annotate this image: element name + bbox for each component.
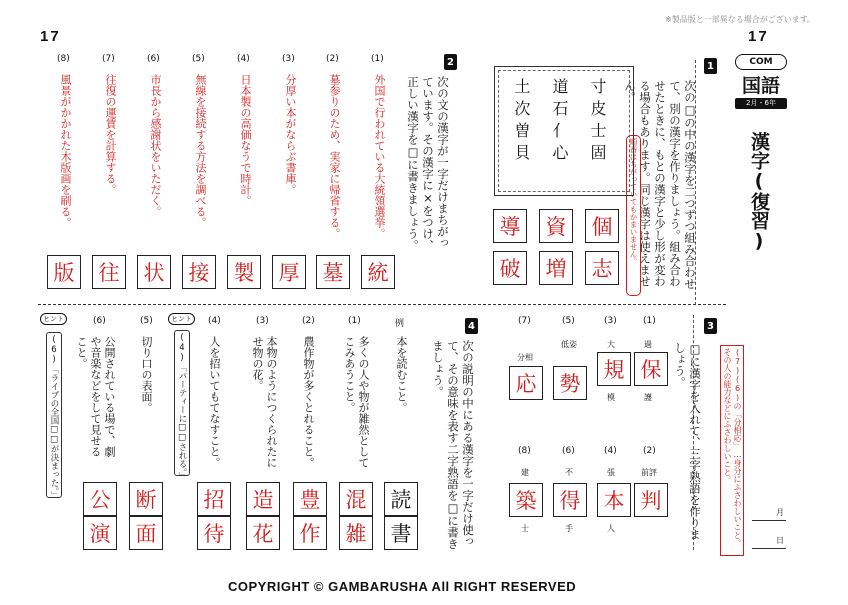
q4-answer-box[interactable]: 断 bbox=[129, 482, 163, 516]
q2-answer-box[interactable]: 版 bbox=[47, 255, 81, 289]
q1-number: 1 bbox=[704, 58, 717, 74]
date-month-line[interactable] bbox=[752, 520, 786, 521]
q2-item-number: (7) bbox=[102, 54, 115, 64]
q4-answer-box[interactable]: 造 bbox=[246, 482, 280, 516]
q3-answer-box[interactable]: 築 bbox=[509, 483, 543, 517]
q4-item-number: (6) bbox=[93, 316, 106, 326]
q2-sentence: 外国で行われている大統領選挙。 bbox=[373, 74, 386, 239]
q4-number: 4 bbox=[465, 318, 478, 334]
q3-prefix: 建 bbox=[521, 468, 529, 477]
q4-answer-box[interactable]: 混 bbox=[339, 482, 373, 516]
q3-suffix: 護 bbox=[644, 393, 652, 402]
q1-kanji-col-3: 土次曽貝 bbox=[512, 78, 531, 166]
worksheet-title: 漢字(復習) bbox=[748, 132, 770, 252]
q4-answer-box[interactable]: 花 bbox=[246, 516, 280, 550]
q2-answer-box[interactable]: 接 bbox=[182, 255, 216, 289]
q3-item-number: (4) bbox=[604, 446, 617, 456]
date-day-line[interactable] bbox=[752, 548, 786, 549]
q2-sentence: 日本製の高価なうで時計。 bbox=[239, 74, 252, 206]
subject-badge bbox=[735, 54, 787, 109]
q3-suffix: 人 bbox=[607, 524, 615, 533]
q4-example-text: 本を読むこと。 bbox=[395, 336, 408, 413]
grade-label: 2月・6年 bbox=[735, 98, 787, 109]
q4-answer-box[interactable]: 雑 bbox=[339, 516, 373, 550]
q3-answer-box[interactable]: 得 bbox=[553, 483, 587, 517]
q3-answer-box[interactable]: 規 bbox=[597, 352, 631, 386]
q3-item-number: (5) bbox=[562, 316, 575, 326]
q3-item-number: (6) bbox=[562, 446, 575, 456]
q4-sentence: 農作物が多くとれること。 bbox=[302, 336, 315, 468]
q4-sentence: 公開されている場で、劇や音楽などをして見せること。 bbox=[75, 336, 116, 457]
q4-example-label: 例 bbox=[395, 319, 405, 329]
q1-answer-box[interactable]: 資 bbox=[539, 209, 573, 243]
q1-answer-box[interactable]: 増 bbox=[539, 251, 573, 285]
q1-note: 順番はちがっていてもかまいません。 bbox=[626, 135, 641, 296]
q4-hint-badge: ヒント bbox=[168, 313, 195, 325]
q4-answer-box[interactable]: 面 bbox=[129, 516, 163, 550]
q1-instructions: 次の□の中の漢字を二つずつ組み合わせて、別の漢字を作りましょう。組み合わせたときに、もとの漢字と少し形が変わる場合もあります。同じ漢字は使えません。 bbox=[623, 80, 697, 290]
q3-answer-box[interactable]: 判 bbox=[634, 483, 668, 517]
sample-notice: ※製品版と一部異なる場合がございます。 bbox=[665, 15, 816, 24]
q3-suffix: 模 bbox=[607, 393, 615, 402]
q4-sentence: 多くの人や物が雑然としてこみあうこと。 bbox=[343, 336, 370, 468]
q1-kanji-col-2: 道石亻心 bbox=[550, 78, 569, 166]
q2-answer-box[interactable]: 統 bbox=[361, 255, 395, 289]
q3-suffix: 士 bbox=[521, 524, 529, 533]
section-divider bbox=[38, 304, 726, 305]
q3-number: 3 bbox=[704, 318, 717, 334]
page-number-left: 17 bbox=[40, 28, 61, 45]
q3-prefix: 前評 bbox=[641, 468, 657, 477]
q2-sentence: 墓参りのため、実家に帰省する。 bbox=[328, 74, 341, 239]
q3-prefix: 張 bbox=[607, 468, 615, 477]
q4-hint-4: (4)「パーティーに□□される。」 bbox=[174, 330, 190, 476]
q2-answer-box[interactable]: 厚 bbox=[272, 255, 306, 289]
q4-item-number: (5) bbox=[140, 316, 153, 326]
date-day-label: 日 bbox=[776, 536, 784, 545]
q3-answer-box[interactable]: 保 bbox=[634, 352, 668, 386]
q2-instructions: 次の文の漢字が一字だけまちがっています。その漢字に×をつけ、正しい漢字を□に書きましょう。 bbox=[406, 76, 450, 251]
q4-hint-badge: ヒント bbox=[40, 313, 67, 325]
q3-answer-box[interactable]: 本 bbox=[597, 483, 631, 517]
q1-kanji-col-1: 寸皮士固 bbox=[588, 78, 607, 166]
q4-answer-box[interactable]: 待 bbox=[197, 516, 231, 550]
q1-answer-box[interactable]: 個 bbox=[585, 209, 619, 243]
q2-number: 2 bbox=[444, 54, 457, 70]
page-number-right: 17 bbox=[748, 28, 769, 45]
q3-answer-box[interactable]: 応 bbox=[509, 366, 543, 400]
q3-item-number: (1) bbox=[643, 316, 656, 326]
q2-answer-box[interactable]: 墓 bbox=[316, 255, 350, 289]
subject-label: 国語 bbox=[741, 75, 780, 97]
q3-prefix: 過 bbox=[644, 340, 652, 349]
q2-item-number: (4) bbox=[237, 54, 250, 64]
q4-item-number: (1) bbox=[348, 316, 361, 326]
q3-prefix: 不 bbox=[565, 468, 573, 477]
q4-hint-6: (6)「ライブの全国□□が決まった。」 bbox=[46, 332, 62, 498]
q4-instructions: 次の説明の中にある漢字を一字だけ使って、その意味を表す二字熟語を□に書きましょう。 bbox=[431, 340, 475, 550]
q2-item-number: (6) bbox=[147, 54, 160, 64]
q3-prefix: 大 bbox=[607, 340, 615, 349]
q1-answer-box[interactable]: 志 bbox=[585, 251, 619, 285]
brand-com: COM bbox=[735, 54, 787, 70]
q3-item-number: (8) bbox=[518, 446, 531, 456]
q3-prefix: 分相 bbox=[517, 353, 533, 362]
q3-note: (7)(6)の「分相応」…身分にふさわしいこと。その人の能力などにふさわしいこと。 bbox=[720, 345, 744, 556]
q3-answer-box[interactable]: 勢 bbox=[553, 366, 587, 400]
q1-answer-box[interactable]: 破 bbox=[493, 251, 527, 285]
q2-item-number: (3) bbox=[282, 54, 295, 64]
q4-item-number: (4) bbox=[208, 316, 221, 326]
q2-item-number: (1) bbox=[371, 54, 384, 64]
q2-answer-box[interactable]: 往 bbox=[92, 255, 126, 289]
q4-item-number: (2) bbox=[302, 316, 315, 326]
q4-item-number: (3) bbox=[256, 316, 269, 326]
q4-sentence: 人を招いてもてなすこと。 bbox=[208, 336, 221, 468]
q3-item-number: (2) bbox=[643, 446, 656, 456]
q3-suffix: 手 bbox=[565, 524, 573, 533]
copyright: COPYRIGHT © GAMBARUSHA All RIGHT RESERVED bbox=[228, 579, 577, 594]
q2-sentence: 分厚い本がならぶ書庫。 bbox=[284, 74, 297, 195]
q2-sentence: 風景がかかれた木版画を刷る。 bbox=[59, 74, 72, 228]
q3-instructions: □に漢字を入れて、三字熟語を作りましょう。 bbox=[673, 342, 702, 540]
q4-answer-box[interactable]: 豊 bbox=[293, 482, 327, 516]
q2-item-number: (2) bbox=[326, 54, 339, 64]
q2-sentence: 市長から感謝状をいただく。 bbox=[149, 74, 162, 217]
q2-item-number: (5) bbox=[192, 54, 205, 64]
q3-prefix: 低姿 bbox=[561, 340, 577, 349]
q4-example-box: 読 bbox=[384, 482, 418, 516]
q4-sentence: 切り口の表面。 bbox=[140, 336, 153, 413]
q4-answer-box[interactable]: 公 bbox=[83, 482, 117, 516]
q4-answer-box[interactable]: 演 bbox=[83, 516, 117, 550]
q1-answer-box[interactable]: 導 bbox=[493, 209, 527, 243]
q3-item-number: (3) bbox=[604, 316, 617, 326]
q2-sentence: 往復の運賃を計算する。 bbox=[104, 74, 117, 195]
q4-answer-box[interactable]: 招 bbox=[197, 482, 231, 516]
date-month-label: 月 bbox=[776, 508, 784, 517]
q4-answer-box[interactable]: 作 bbox=[293, 516, 327, 550]
q4-example-box: 書 bbox=[384, 516, 418, 550]
q2-sentence: 無線を接続する方法を調べる。 bbox=[194, 74, 207, 228]
q4-sentence: 本物のようにつくられたにせ物の花。 bbox=[251, 336, 278, 468]
q2-answer-box[interactable]: 状 bbox=[137, 255, 171, 289]
q2-item-number: (8) bbox=[57, 54, 70, 64]
q2-answer-box[interactable]: 製 bbox=[227, 255, 261, 289]
q3-item-number: (7) bbox=[518, 316, 531, 326]
